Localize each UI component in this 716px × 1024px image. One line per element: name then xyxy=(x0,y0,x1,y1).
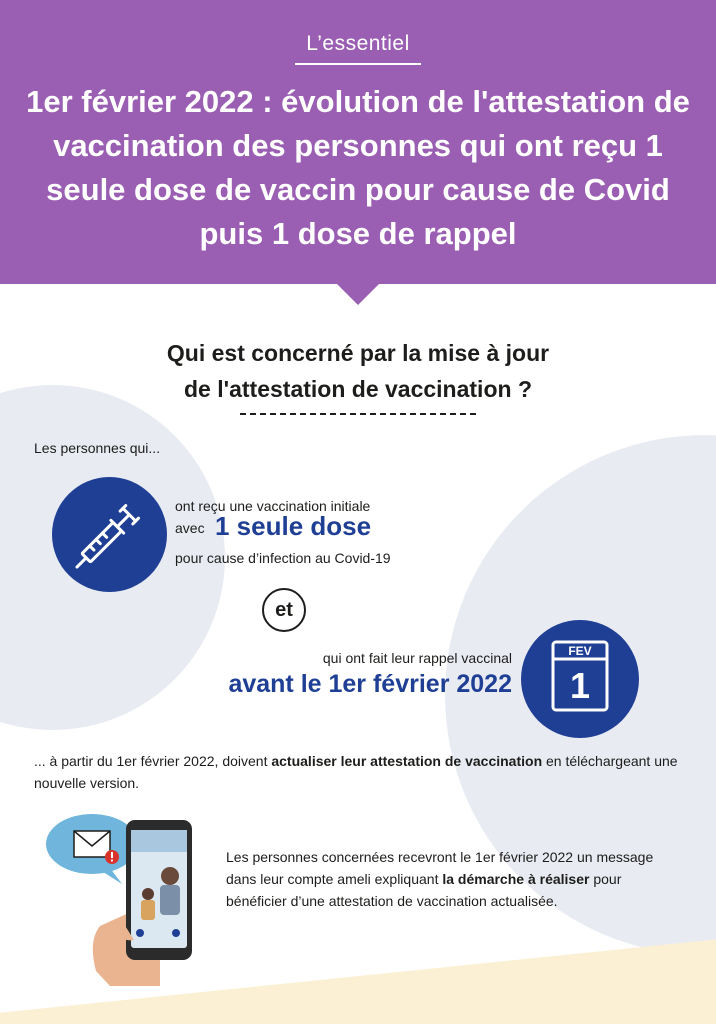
connector-badge: et xyxy=(262,588,306,632)
conclusion-bold: actualiser leur attestation de vaccination xyxy=(271,753,543,769)
criterion1-line2-prefix: avec xyxy=(175,520,205,536)
question-line-2: de l'attestation de vaccination ? xyxy=(184,376,532,402)
intro-text: Les personnes qui... xyxy=(34,440,161,456)
calendar-month: FEV xyxy=(568,644,592,658)
conclusion-suffix: en téléchargeant une nouvelle version. xyxy=(34,753,678,791)
calendar-icon xyxy=(521,620,639,738)
phone-message-icon xyxy=(40,806,210,991)
notice-suffix: pour bénéficier d’une attestation de vaccination actualisée. xyxy=(226,871,622,909)
kicker-label: L’essentiel xyxy=(306,32,410,55)
syringe-icon xyxy=(52,477,167,592)
question-line-1: Qui est concerné par la mise à jour xyxy=(166,340,550,366)
criterion1-line3: pour cause d’infection au Covid-19 xyxy=(175,550,391,566)
notice-prefix: Les personnes concernées recevront le 1er février 2022 un message dans leur compte ameli expliquant xyxy=(226,849,654,887)
dashed-divider xyxy=(240,413,476,415)
conclusion-prefix: ... à partir du 1er février 2022, doivent xyxy=(34,753,272,769)
page-title: 1er février 2022 : évolution de l'attestation de vaccination des personnes qui ont reçu 1 seule dose de vaccin pour cause de Covid puis 1 dose de rappel xyxy=(26,84,690,251)
header-arrow xyxy=(336,283,380,305)
criterion2-highlight: avant le 1er février 2022 xyxy=(228,670,512,698)
notice-bold: la démarche à réaliser xyxy=(442,871,590,887)
criterion1-line1: ont reçu une vaccination initiale xyxy=(175,498,371,514)
criterion1-highlight: 1 seule dose xyxy=(215,511,372,541)
kicker-underline xyxy=(295,63,421,65)
conclusion-text xyxy=(34,750,684,794)
calendar-day: 1 xyxy=(569,665,591,706)
section-question xyxy=(0,335,716,407)
criterion2-line1: qui ont fait leur rappel vaccinal xyxy=(322,650,512,666)
notice-text xyxy=(226,846,676,912)
